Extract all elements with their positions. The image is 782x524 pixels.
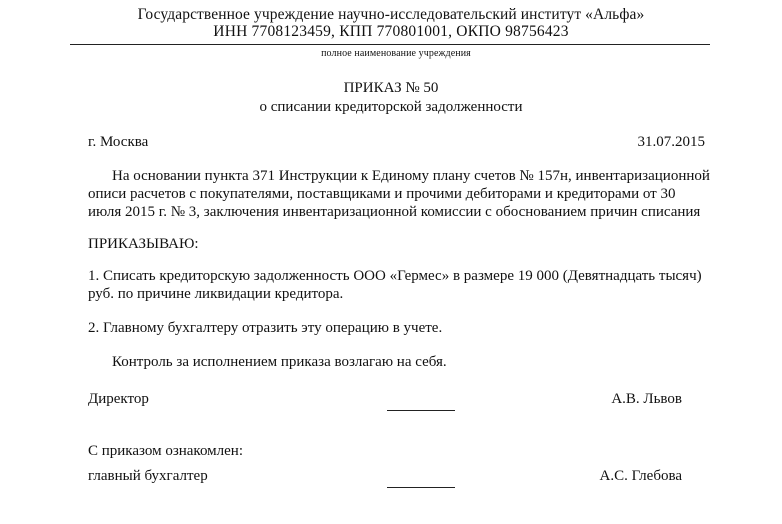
control-paragraph: Контроль за исполнением приказа возлагаю на себя. <box>112 354 447 370</box>
acknowledgement-label: С приказом ознакомлен: <box>88 443 244 459</box>
order-keyword: ПРИКАЗЫВАЮ: <box>88 236 199 252</box>
order-item-1: 1. Списать кредиторскую задолженность ООО «Гермес» в размере 19 000 (Девятнадцать тысяч) руб. по причине ликвидации кредитора. <box>88 268 702 302</box>
accountant-name: А.С. Глебова <box>599 468 682 484</box>
director-signature-line <box>387 410 455 411</box>
order-item-2: 2. Главному бухгалтеру отразить эту операцию в учете. <box>88 320 443 336</box>
order-subject: о списании кредиторской задолженности <box>259 99 523 115</box>
order-date: 31.07.2015 <box>637 134 705 150</box>
organization-name: Государственное учреждение научно-исследовательский институт «Альфа» <box>137 6 645 23</box>
director-name: А.В. Львов <box>611 391 682 407</box>
basis-paragraph: На основании пункта 371 Инструкции к Единому плану счетов № 157н, инвентаризационной описи расчетов с покупателями, поставщиками и прочими дебиторами и кредиторами от 30 июля 2015 г. № 3, заключения инвентаризационной комиссии с обоснованием причин списания <box>88 168 710 220</box>
organization-codes: ИНН 7708123459, КПП 770801001, ОКПО 98756423 <box>213 23 569 40</box>
header-underline <box>70 44 710 45</box>
accountant-label: главный бухгалтер <box>88 468 208 484</box>
city: г. Москва <box>88 134 149 150</box>
organization-caption: полное наименование учреждения <box>321 48 471 59</box>
accountant-signature-line <box>387 487 455 488</box>
director-label: Директор <box>88 391 149 407</box>
order-title: ПРИКАЗ № 50 <box>343 80 439 96</box>
